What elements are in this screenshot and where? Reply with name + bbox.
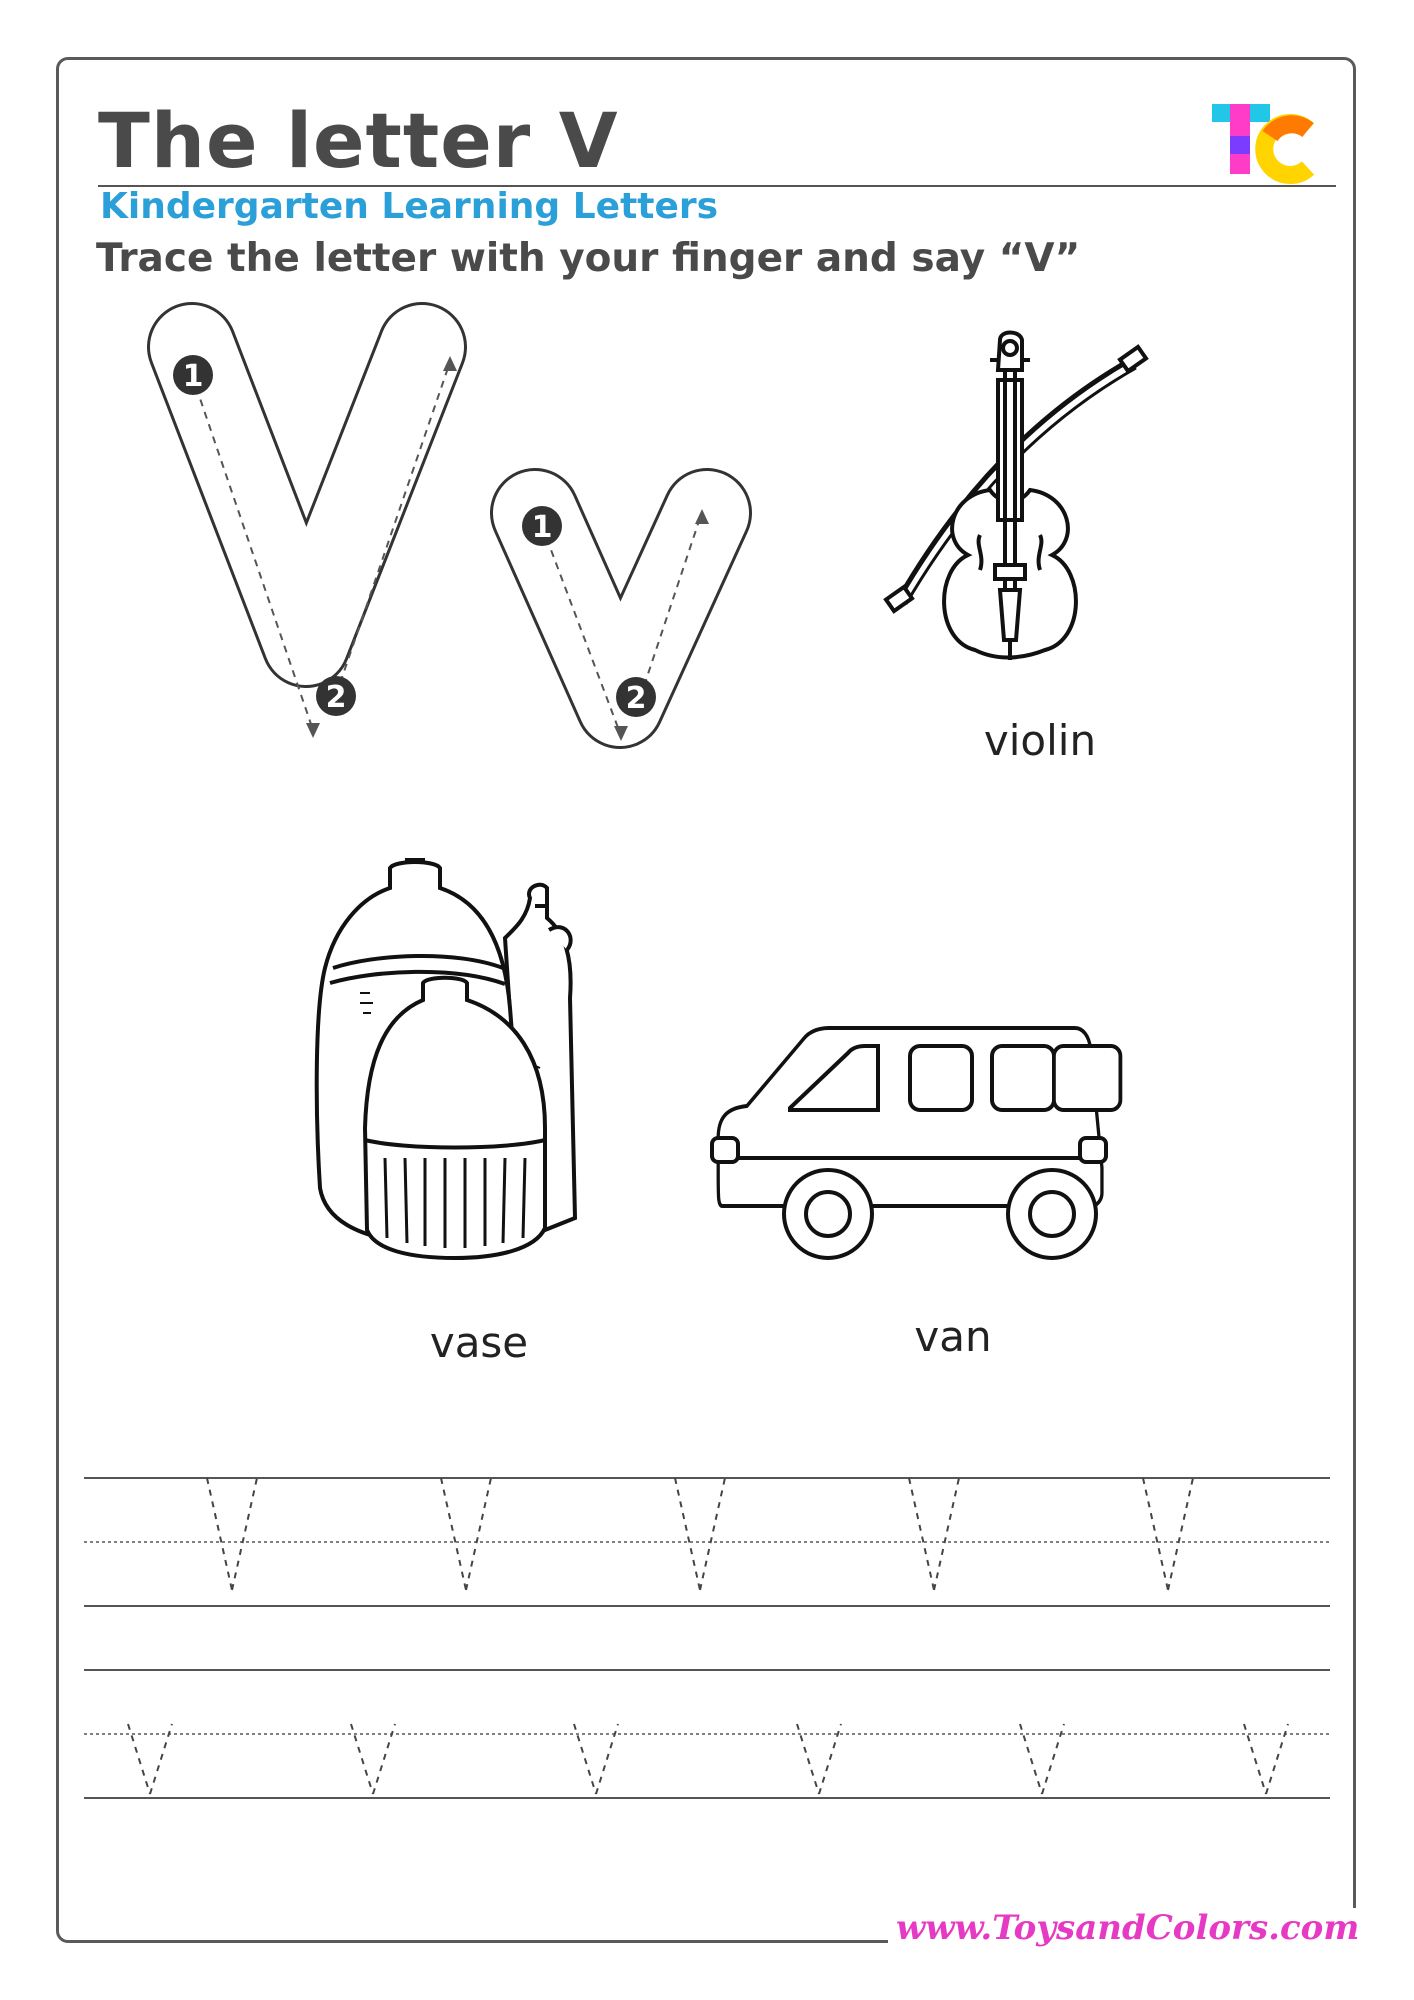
page-subtitle: Kindergarten Learning Letters bbox=[100, 186, 719, 227]
logo-text: TC bbox=[1210, 96, 1212, 97]
practice-letter-v bbox=[207, 1478, 257, 1590]
lowercase-v-tracing[interactable] bbox=[490, 478, 750, 808]
uppercase-v-tracing[interactable] bbox=[140, 325, 500, 795]
vase-label: vase bbox=[429, 1318, 529, 1367]
tc-logo-icon bbox=[1210, 96, 1320, 186]
van-label: van bbox=[914, 1312, 992, 1361]
stroke-number-1: 1 bbox=[182, 359, 204, 394]
page-title: The letter V bbox=[98, 96, 619, 185]
practice-lines[interactable] bbox=[0, 1460, 1414, 1880]
footer-url: www.ToysandColors.com bbox=[888, 1908, 1367, 1948]
practice-letter-v bbox=[1143, 1478, 1193, 1590]
practice-letter-v bbox=[909, 1478, 959, 1590]
stroke-number-1: 1 bbox=[531, 510, 553, 545]
stroke-number-2: 2 bbox=[325, 680, 347, 715]
violin-label: violin bbox=[983, 716, 1097, 765]
practice-letter-v bbox=[675, 1478, 725, 1590]
uppercase-practice-row bbox=[207, 1478, 1193, 1590]
violin-icon bbox=[880, 330, 1140, 710]
van-icon bbox=[710, 1018, 1110, 1258]
practice-letter-v bbox=[441, 1478, 491, 1590]
vase-icon bbox=[315, 858, 635, 1298]
instruction-text: Trace the letter with your finger and say “V” bbox=[96, 236, 1081, 281]
stroke-number-2: 2 bbox=[625, 681, 647, 716]
